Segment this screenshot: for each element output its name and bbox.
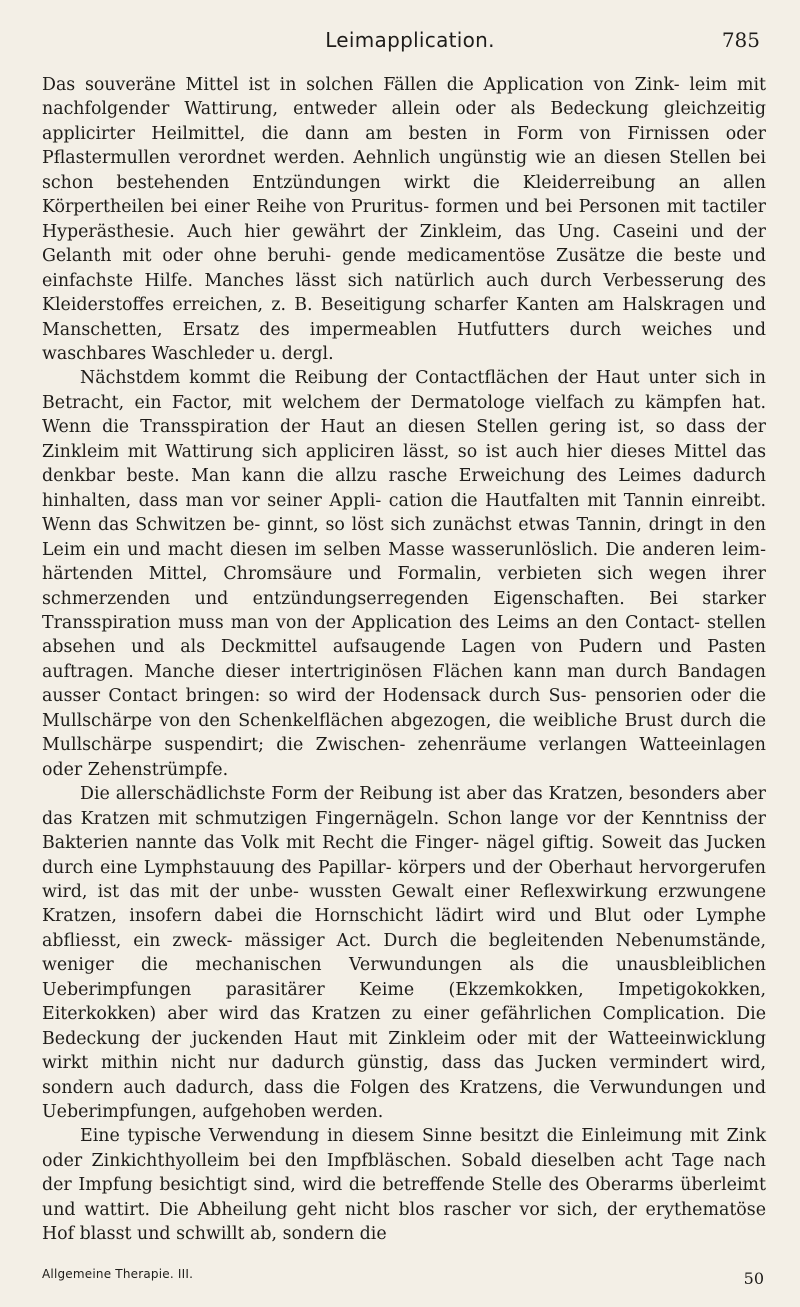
paragraph-4: Eine typische Verwendung in diesem Sinne besitzt die Einleimung mit Zink oder Zinkichthyolleim bei den Impfbläschen. Sobald dieselben acht Tage nach der Impfung besichtigt sind, wird die betreffende Stelle des Oberarms überleimt und wattirt. Die Abheilung geht nicht blos rascher vor sich, der erythematöse Hof blasst und schwillt ab, sondern die	[42, 1126, 766, 1245]
page-title: Leimapplication.	[325, 28, 495, 52]
signature-mark: 50	[743, 1269, 764, 1288]
paragraph-1: Das souveräne Mittel ist in solchen Fällen die Application von Zink- leim mit nachfolgender Wattirung, entweder allein oder als Bedeckung gleichzeitig applicirter Heilmittel, die dann am besten in Form von Firnissen oder Pflastermullen verordnet werden. Aehnlich ungünstig wie an diesen Stellen bei schon bestehenden Entzündungen wirkt die Kleiderreibung an allen Körpertheilen bei einer Reihe von Pruritus- formen und bei Personen mit tactiler Hyperästhesie. Auch hier gewährt der Zinkleim, das Ung. Caseini und der Gelanth mit oder ohne beruhi- gende medicamentöse Zusätze die beste und einfachste Hilfe. Manches lässt sich natürlich auch durch Verbesserung des Kleiderstoffes erreichen, z. B. Beseitigung scharfer Kanten am Halskragen und Manschetten, Ersatz des impermeablen Hutfutters durch weiches und waschbares Waschleder u. dergl.	[42, 75, 766, 364]
body-text	[42, 73, 766, 1247]
page-footer	[42, 1267, 764, 1297]
paragraph-3: Die allerschädlichste Form der Reibung ist aber das Kratzen, besonders aber das Kratzen mit schmutzigen Fingernägeln. Schon lange vor der Kenntniss der Bakterien nannte das Volk mit Recht die Finger- nägel giftig. Soweit das Jucken durch eine Lymphstauung des Papillar- körpers und der Oberhaut hervorgerufen wird, ist das mit der unbe- wussten Gewalt einer Reflexwirkung erzwungene Kratzen, insofern dabei die Hornschicht lädirt wird und Blut oder Lymphe abfliesst, ein zweck- mässiger Act. Durch die begleitenden Nebenumstände, weniger die mechanischen Verwundungen als die unausbleiblichen Ueberimpfungen parasitärer Keime (Ekzemkokken, Impetigokokken, Eiterkokken) aber wird das Kratzen zu einer gefährlichen Complication. Die Bedeckung der juckenden Haut mit Zinkleim oder mit der Watteeinwicklung wirkt mithin nicht nur dadurch günstig, dass das Jucken vermindert wird, sondern auch dadurch, dass die Folgen des Kratzens, die Verwundungen und Ueberimpfungen, aufgehoben werden.	[42, 784, 766, 1123]
series-title: Allgemeine Therapie. III.	[42, 1267, 194, 1281]
running-head	[60, 28, 760, 58]
page-number: 785	[721, 28, 760, 52]
paragraph-2: Nächstdem kommt die Reibung der Contactflächen der Haut unter sich in Betracht, ein Factor, mit welchem der Dermatologe vielfach zu kämpfen hat. Wenn die Transspiration der Haut an diesen Stellen gering ist, so dass der Zinkleim mit Wattirung sich appliciren lässt, so ist auch hier dieses Mittel das denkbar beste. Man kann die allzu rasche Erweichung des Leimes dadurch hinhalten, dass man vor seiner Appli- cation die Hautfalten mit Tannin einreibt. Wenn das Schwitzen be- ginnt, so löst sich zunächst etwas Tannin, dringt in den Leim ein und macht diesen im selben Masse wasserunlöslich. Die anderen leim- härtenden Mittel, Chromsäure und Formalin, verbieten sich wegen ihrer schmerzenden und entzündungserregenden Eigenschaften. Bei starker Transspiration muss man von der Application des Leims an den Contact- stellen absehen und als Deckmittel aufsaugende Lagen von Pudern und Pasten auftragen. Manche dieser intertriginösen Flächen kann man durch Bandagen ausser Contact bringen: so wird der Hodensack durch Sus- pensorien oder die Mullschärpe von den Schenkelflächen abgezogen, die weibliche Brust durch die Mullschärpe suspendirt; die Zwischen- zehenräume verlangen Watteeinlagen oder Zehenstrümpfe.	[42, 368, 766, 780]
